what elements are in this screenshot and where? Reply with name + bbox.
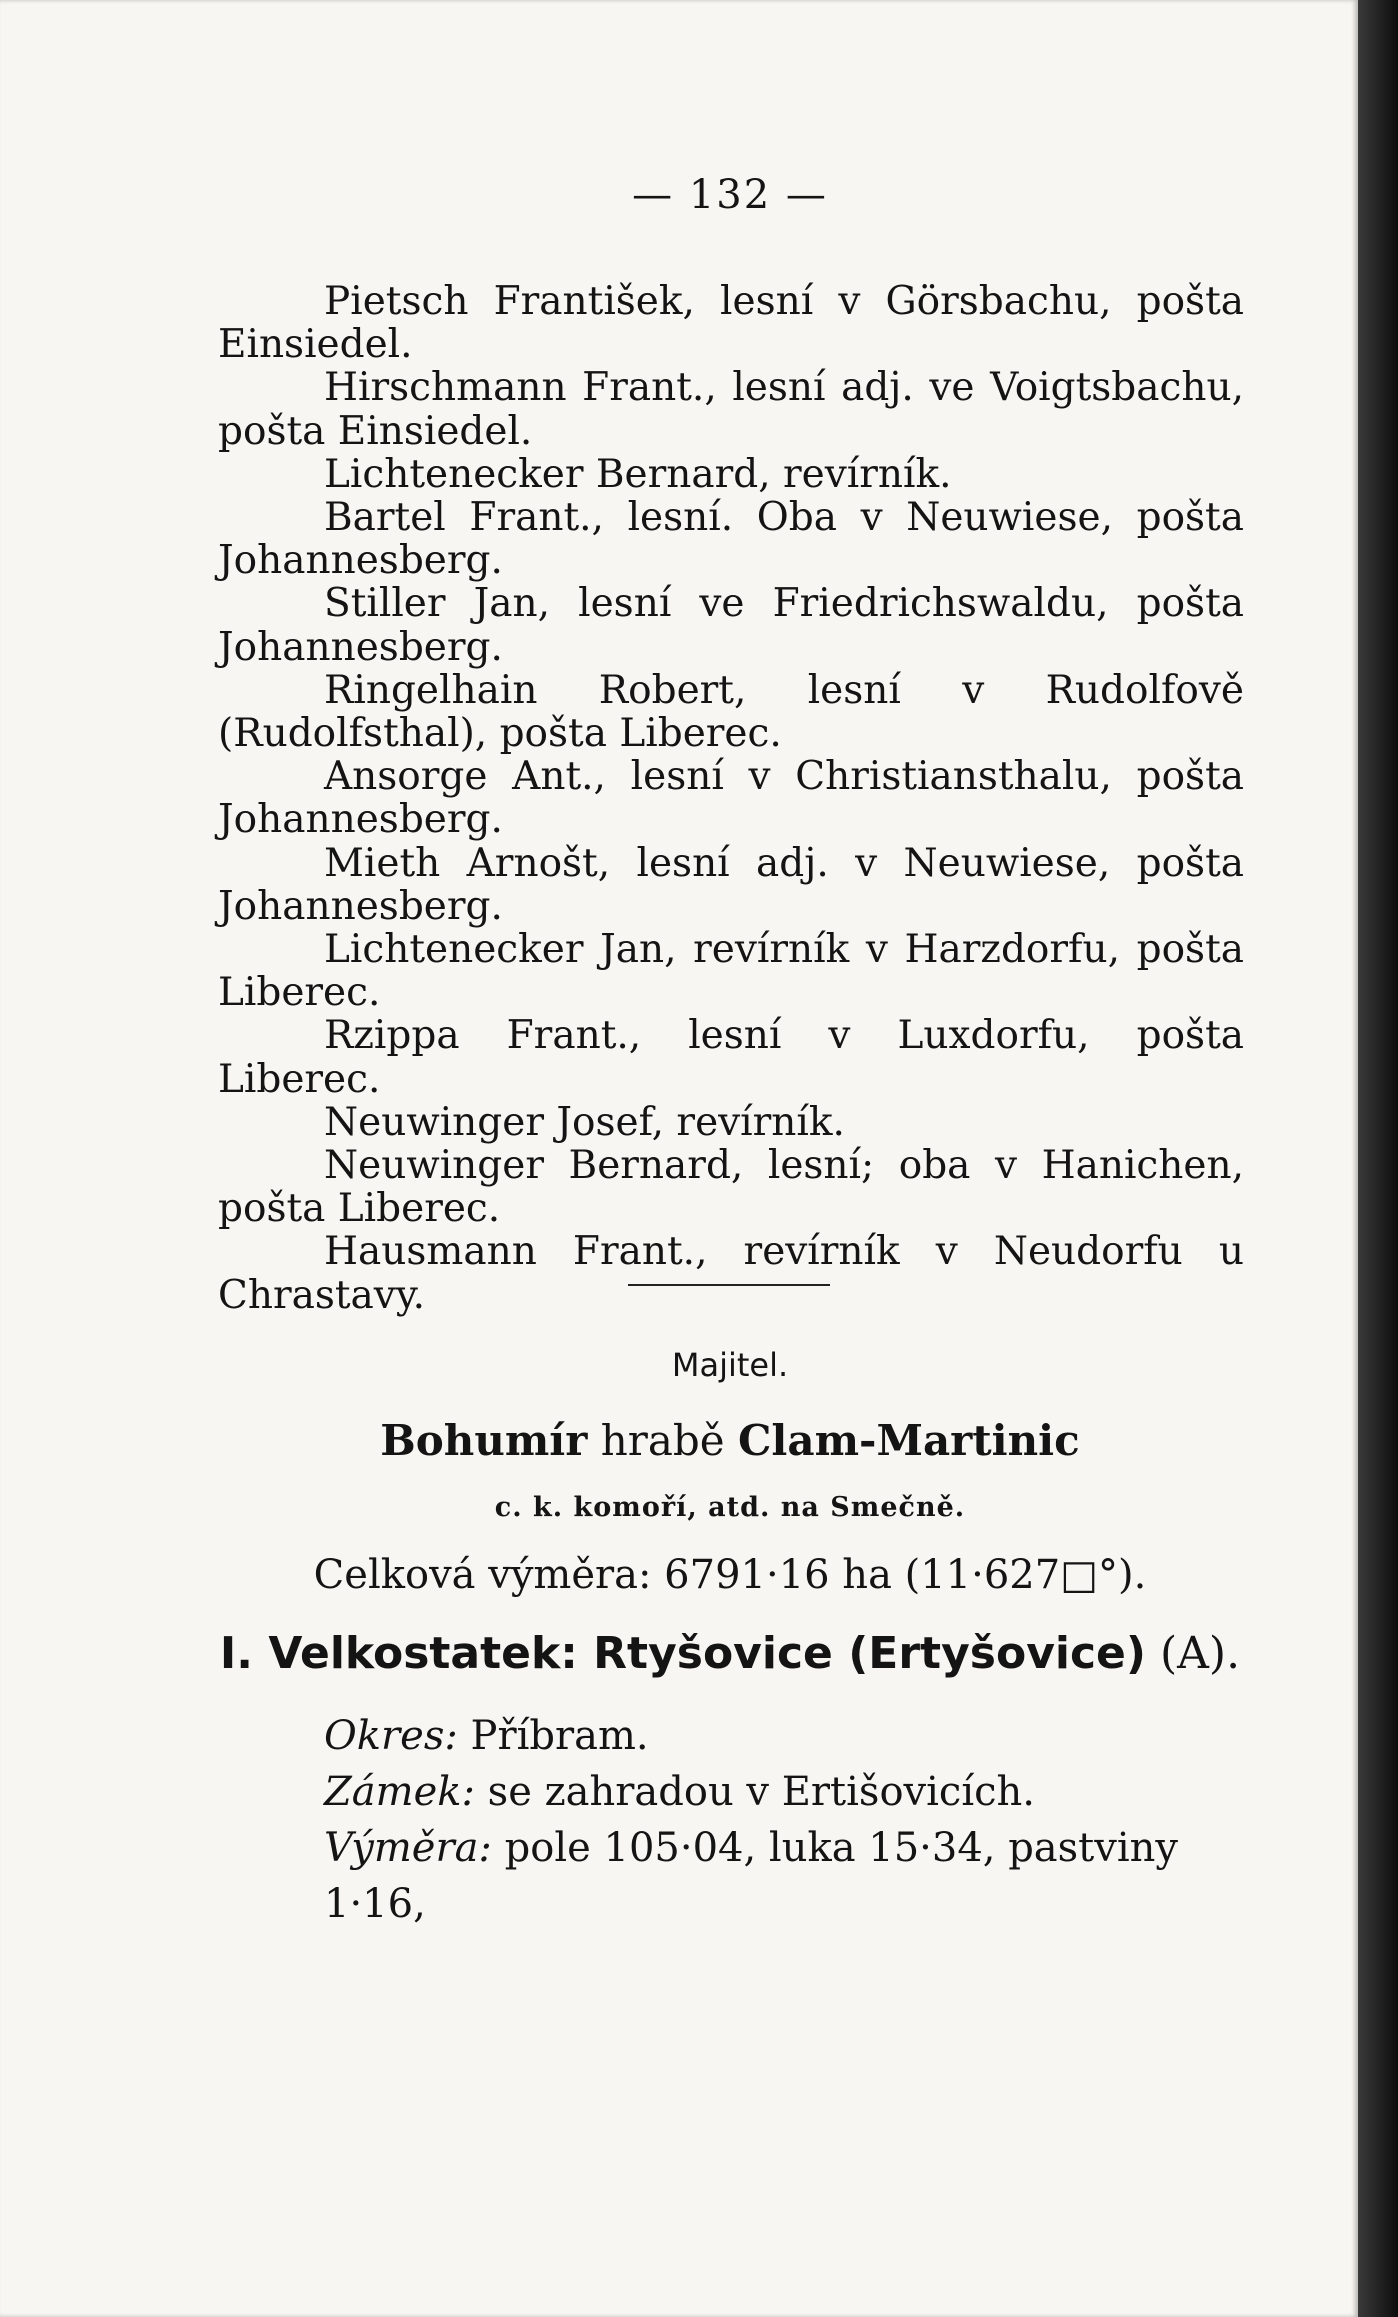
staff-entry: Hausmann Frant., revírník v Neudorfu u Chrastavy.: [218, 1229, 1244, 1318]
owner-rank: hrabě: [587, 1416, 738, 1465]
staff-entry: Mieth Arnošt, lesní adj. v Neuwiese, pošta Johannesberg.: [218, 840, 1244, 929]
section-divider: [628, 1284, 830, 1286]
owner-first-name: Bohumír: [380, 1416, 588, 1465]
staff-entry: Neuwinger Josef, revírník.: [324, 1099, 845, 1145]
staff-entry: Lichtenecker Jan, revírník v Harzdorfu, pošta Liberec.: [218, 927, 1244, 1016]
staff-entry: Ansorge Ant., lesní v Christiansthalu, pošta Johannesberg.: [218, 754, 1244, 843]
staff-entry: Rzippa Frant., lesní v Luxdorfu, pošta Liberec.: [218, 1013, 1244, 1102]
staff-entry: Lichtenecker Bernard, revírník.: [324, 451, 952, 497]
detail-label: Výměra:: [324, 1825, 492, 1871]
estate-name: I. Velkostatek: Rtyšovice (Ertyšovice): [219, 1628, 1146, 1679]
staff-entry: Stiller Jan, lesní ve Friedrichswaldu, pošta Johannesberg.: [218, 581, 1244, 670]
owner-family-name: Clam-Martinic: [737, 1416, 1080, 1465]
detail-chateau: [218, 1764, 1244, 1820]
owner-name: [0, 1416, 1398, 1465]
estate-heading: [0, 1628, 1398, 1679]
staff-entry: Pietsch František, lesní v Görsbachu, pošta Einsiedel.: [218, 279, 1244, 368]
owner-label: Majitel.: [671, 1346, 789, 1384]
total-area: Celková výměra: 6791·16 ha (11·627□°).: [313, 1552, 1147, 1598]
staff-entry: Ringelhain Robert, lesní v Rudolfově (Rudolfsthal), pošta Liberec.: [218, 667, 1244, 757]
detail-value: pole 105·04, luka 15·34, pastviny 1·16,: [324, 1825, 1178, 1927]
estate-details: [218, 1708, 1244, 1932]
detail-label: Zámek:: [324, 1769, 475, 1815]
estate-suffix: (A).: [1145, 1628, 1241, 1679]
detail-district: [218, 1708, 1244, 1764]
owner-title: c. k. komoří, atd. na Smečně.: [494, 1492, 966, 1523]
page-number: — 132 —: [632, 172, 828, 218]
staff-entry: Bartel Frant., lesní. Oba v Neuwiese, pošta Johannesberg.: [218, 495, 1244, 584]
staff-list: [218, 280, 1244, 1317]
detail-value: se zahradou v Ertišovicích.: [474, 1769, 1035, 1815]
detail-label: Okres:: [324, 1713, 458, 1759]
page-edge-shadow: [1358, 0, 1398, 2317]
staff-entry: Neuwinger Bernard, lesní; oba v Hanichen, pošta Liberec.: [218, 1143, 1244, 1232]
detail-area: [218, 1820, 1244, 1932]
detail-value: Příbram.: [457, 1713, 649, 1759]
staff-entry: Hirschmann Frant., lesní adj. ve Voigtsbachu, pošta Einsiedel.: [218, 365, 1244, 454]
